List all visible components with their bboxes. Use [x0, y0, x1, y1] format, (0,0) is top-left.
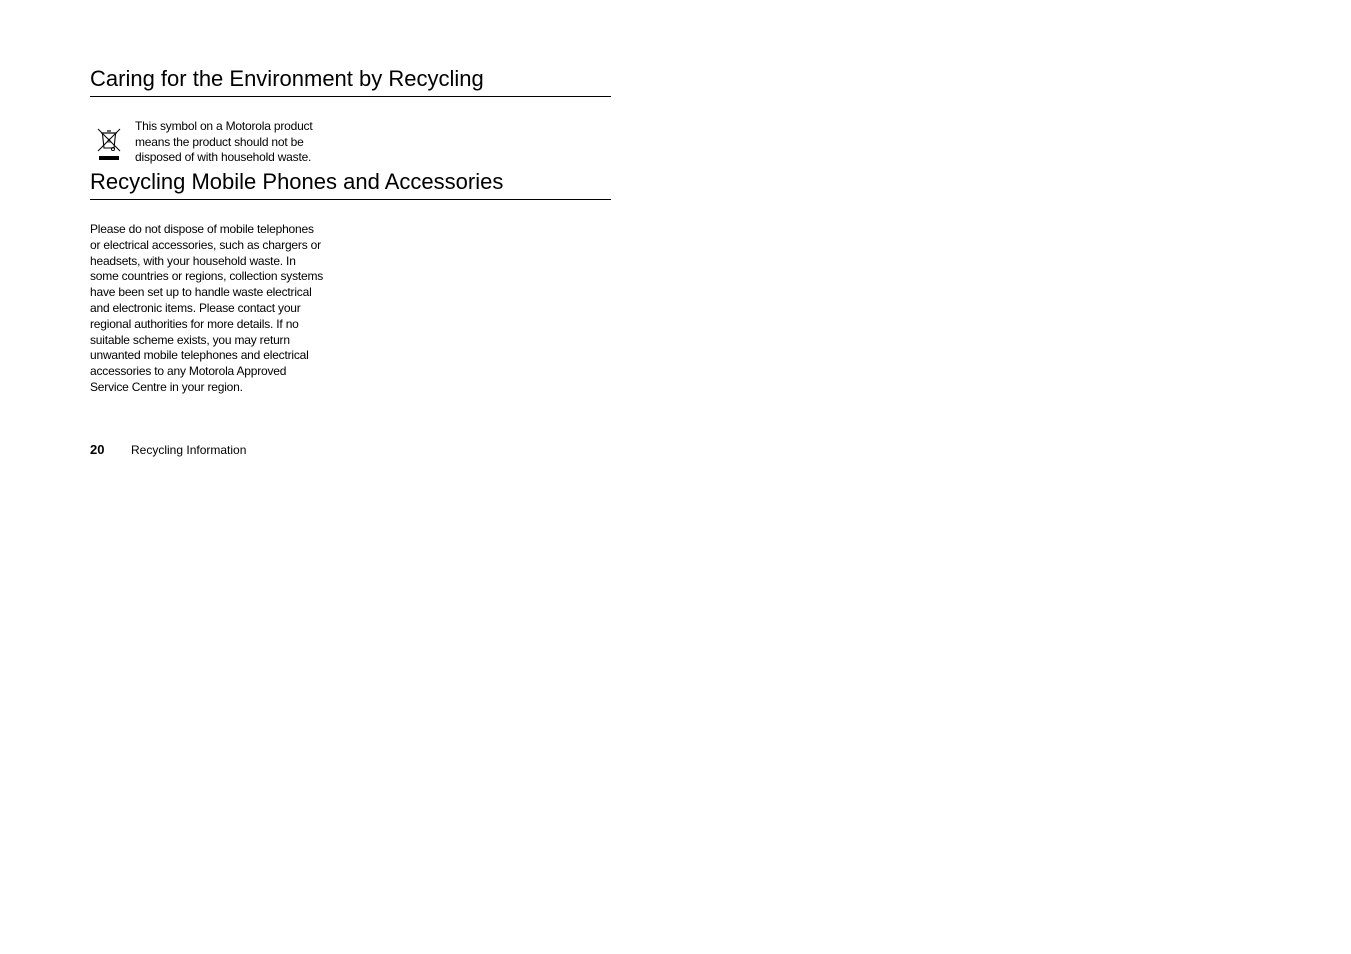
recycling-instructions-paragraph: Please do not dispose of mobile telephones or electrical accessories, such as chargers or headsets, with your household waste. In some countries or regions, collection systems have been set up to handle waste electrical and electronic items. Please contact your regional authorities for more details. If no suitable scheme exists, you may return unwanted mobile telephones and electrical accessories to any Motorola Approved Service Centre in your region. [90, 222, 324, 394]
symbol-description: This symbol on a Motorola product means the product should not be disposed of with household waste. [135, 119, 313, 165]
recycling-symbol-notice [90, 119, 390, 167]
page-footer [90, 442, 246, 458]
page-number: 20 [90, 442, 105, 457]
crossed-out-wheelie-bin-icon [96, 127, 122, 161]
footer-section-label: Recycling Information [131, 443, 247, 457]
section-title-mobile-phones: Recycling Mobile Phones and Accessories [90, 169, 611, 200]
section-title-environment: Caring for the Environment by Recycling [90, 66, 611, 97]
